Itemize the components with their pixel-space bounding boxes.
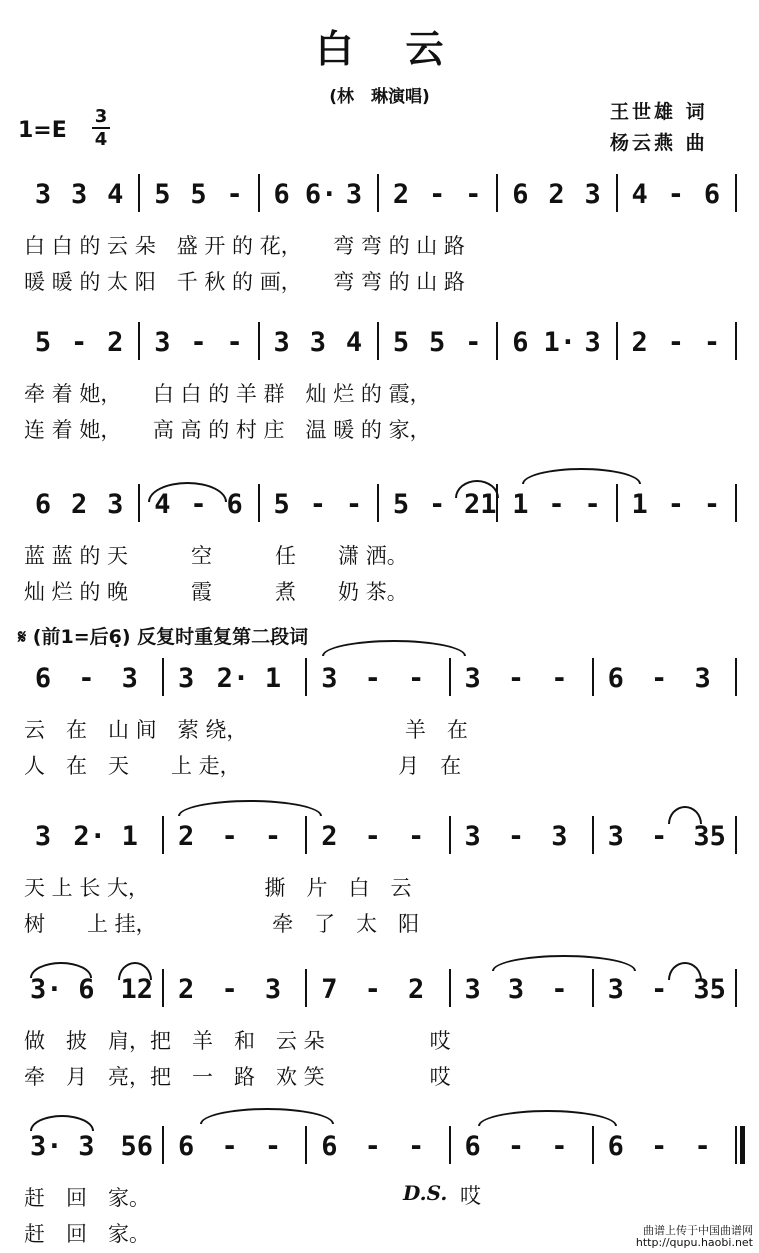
note: 6 — [321, 1131, 338, 1162]
note: 4 — [107, 179, 124, 210]
note: 1 — [121, 821, 138, 852]
note: 3· — [30, 974, 63, 1005]
note: 5 — [154, 179, 171, 210]
lyric-verse-2: 赶 回 家。 — [24, 1222, 150, 1246]
note: - — [667, 179, 684, 210]
note: 12 — [120, 974, 154, 1005]
note: 1 — [264, 663, 282, 694]
note: - — [651, 821, 668, 852]
note: 3 — [464, 821, 481, 852]
note: 6 — [512, 327, 529, 358]
barline — [377, 174, 379, 212]
barline — [592, 969, 594, 1007]
note: 2 — [321, 821, 338, 852]
note: - — [507, 663, 525, 694]
note: 5 — [273, 489, 290, 520]
note: 4 — [631, 179, 648, 210]
barline — [592, 816, 594, 854]
note: - — [221, 821, 238, 852]
note: 3 — [345, 179, 363, 210]
note: 3 — [309, 327, 326, 358]
barline — [449, 1126, 451, 1164]
note: - — [226, 327, 243, 358]
note: 6 — [273, 179, 290, 210]
barline — [305, 969, 307, 1007]
note: 5 — [34, 327, 52, 358]
note: 5 — [392, 489, 410, 520]
note: 3 — [464, 663, 481, 694]
note: 35 — [693, 821, 726, 852]
note: 5 — [429, 327, 446, 358]
lyric-verse-1: 做 披 肩，把 羊 和 云 朵 哎 — [24, 1029, 451, 1053]
tie-arc — [492, 955, 636, 971]
note: 2· — [73, 821, 106, 852]
note: 6 — [226, 489, 243, 520]
note: - — [694, 1131, 711, 1162]
note: 21 — [464, 489, 497, 520]
note: - — [408, 821, 425, 852]
barline — [138, 322, 140, 360]
lyric-verse-2: 暖 暖 的 太 阳 千 秋 的 画， 弯 弯 的 山 路 — [24, 270, 465, 294]
lyric-verse-2: 树 上 挂， 牵 了 太 阳 — [24, 912, 420, 936]
note: - — [364, 663, 381, 694]
note: 6· — [304, 179, 338, 210]
barline — [735, 1126, 737, 1164]
tie-arc — [148, 482, 227, 502]
note: 3 — [34, 821, 52, 852]
note: 6 — [34, 489, 52, 520]
barline — [138, 484, 140, 522]
note: 3 — [551, 821, 568, 852]
note: 7 — [321, 974, 338, 1005]
note: 56 — [120, 1131, 154, 1162]
note: 3· — [30, 1131, 63, 1162]
barline — [377, 484, 379, 522]
barline — [735, 969, 737, 1007]
note: - — [507, 821, 525, 852]
barline — [616, 484, 618, 522]
tie-arc — [668, 962, 702, 980]
note: - — [551, 974, 568, 1005]
note: - — [408, 663, 425, 694]
note: 4 — [154, 489, 171, 520]
note: - — [667, 327, 684, 358]
ds-marker: D.S. — [403, 1181, 448, 1205]
key-signature: 1=E — [18, 118, 67, 143]
note: 6 — [607, 663, 624, 694]
ds-lyric: 哎 — [460, 1184, 481, 1208]
note: - — [364, 1131, 381, 1162]
performer-credit: (林 琳演唱) — [329, 87, 430, 107]
note: 2 — [392, 179, 410, 210]
barline — [735, 322, 737, 360]
barline — [496, 322, 498, 360]
tie-arc — [668, 806, 702, 824]
barline — [162, 969, 164, 1007]
note: 6 — [607, 1131, 624, 1162]
note: 3 — [34, 179, 52, 210]
lyric-verse-2: 连 着 她， 高 高 的 村 庄 温 暖 的 家， — [24, 418, 431, 442]
note: - — [651, 1131, 668, 1162]
note: - — [345, 489, 363, 520]
note: - — [364, 974, 381, 1005]
tie-arc — [322, 640, 466, 656]
lyric-verse-1: 云 在 山 间 萦 绕， 羊 在 — [24, 718, 468, 742]
note: 4 — [345, 327, 363, 358]
note: - — [667, 489, 684, 520]
note: 5 — [190, 179, 207, 210]
note: - — [703, 489, 721, 520]
barline — [735, 658, 737, 696]
note: - — [221, 1131, 238, 1162]
lyric-verse-1: 蓝 蓝 的 天 空 任 潇 洒。 — [24, 544, 408, 568]
note: 3 — [178, 663, 195, 694]
tie-arc — [118, 962, 152, 980]
tie-arc — [200, 1108, 334, 1124]
note: 1· — [543, 327, 576, 358]
note: - — [364, 821, 381, 852]
note: 3 — [273, 327, 290, 358]
repeat-instruction: 𝄋 (前1=后6̣) 反复时重复第二段词 — [18, 626, 309, 648]
note: 3 — [154, 327, 171, 358]
barline — [449, 816, 451, 854]
note: 2· — [216, 663, 250, 694]
barline — [162, 658, 164, 696]
note: - — [71, 327, 88, 358]
note: - — [551, 663, 568, 694]
note: - — [584, 489, 601, 520]
lyric-verse-1: 天 上 长 大， 撕 片 白 云 — [24, 876, 412, 900]
watermark: 曲谱上传于中国曲谱网 http://qupu.haobi.net — [635, 1224, 753, 1249]
note: 3 — [107, 489, 124, 520]
final-barline — [740, 1126, 745, 1164]
note: - — [651, 663, 668, 694]
time-signature-top: 3 — [94, 106, 108, 127]
barline — [735, 484, 737, 522]
barline — [449, 969, 451, 1007]
lyric-verse-2: 灿 烂 的 晚 霞 煮 奶 茶。 — [24, 580, 408, 604]
barline — [258, 322, 260, 360]
lyric-verse-1: 赶 回 家。 — [24, 1186, 150, 1210]
note: 2 — [178, 974, 195, 1005]
note: 35 — [693, 974, 726, 1005]
barline — [616, 174, 618, 212]
note: 2 — [71, 489, 88, 520]
tie-arc — [478, 1110, 617, 1126]
note: - — [551, 1131, 568, 1162]
note: - — [703, 327, 721, 358]
note: 3 — [607, 821, 624, 852]
note: 6 — [512, 179, 529, 210]
note: 6 — [464, 1131, 481, 1162]
lyric-verse-2: 牵 月 亮，把 一 路 欢 笑 哎 — [24, 1065, 451, 1089]
note: 1 — [512, 489, 529, 520]
note: 1 — [631, 489, 648, 520]
tie-arc — [522, 468, 641, 484]
note: 3 — [584, 327, 601, 358]
barline — [592, 658, 594, 696]
note: - — [264, 1131, 282, 1162]
note: - — [408, 1131, 425, 1162]
note: 6 — [78, 974, 95, 1005]
barline — [735, 174, 737, 212]
note: - — [226, 179, 243, 210]
composer-credit: 杨云燕 曲 — [610, 132, 708, 154]
time-signature — [92, 106, 110, 150]
note: 3 — [78, 1131, 95, 1162]
note: 2 — [631, 327, 648, 358]
tie-arc — [30, 1115, 94, 1131]
note: 6 — [703, 179, 721, 210]
note: - — [507, 1131, 525, 1162]
barline — [305, 816, 307, 854]
time-signature-bottom: 4 — [92, 127, 110, 150]
barline — [496, 174, 498, 212]
note: 3 — [607, 974, 624, 1005]
note: 3 — [71, 179, 88, 210]
note: 2 — [548, 179, 565, 210]
barline — [258, 484, 260, 522]
note: - — [190, 327, 207, 358]
lyric-verse-2: 人 在 天 上 走， 月 在 — [24, 754, 462, 778]
barline — [377, 322, 379, 360]
barline — [616, 322, 618, 360]
note: - — [264, 821, 282, 852]
note: - — [465, 327, 482, 358]
note: 2 — [107, 327, 124, 358]
note: 3 — [584, 179, 601, 210]
barline — [449, 658, 451, 696]
tie-arc — [178, 800, 322, 816]
note: - — [221, 974, 238, 1005]
barline — [735, 816, 737, 854]
note: - — [548, 489, 565, 520]
note: 3 — [464, 974, 481, 1005]
note: 6 — [178, 1131, 195, 1162]
note: 6 — [34, 663, 52, 694]
note: - — [429, 179, 446, 210]
tie-arc — [30, 962, 92, 978]
note: 3 — [121, 663, 138, 694]
note: 3 — [507, 974, 525, 1005]
barline — [162, 816, 164, 854]
barline — [258, 174, 260, 212]
note: - — [78, 663, 95, 694]
note: - — [190, 489, 207, 520]
tie-arc — [455, 480, 499, 498]
song-title: 白云 — [315, 27, 496, 71]
note: 5 — [392, 327, 410, 358]
note: 3 — [694, 663, 711, 694]
note: 2 — [178, 821, 195, 852]
note: - — [429, 489, 446, 520]
barline — [305, 1126, 307, 1164]
note: 3 — [321, 663, 338, 694]
note: - — [309, 489, 326, 520]
note: - — [651, 974, 668, 1005]
barline — [592, 1126, 594, 1164]
note: 3 — [264, 974, 282, 1005]
barline — [162, 1126, 164, 1164]
note: 2 — [408, 974, 425, 1005]
barline — [138, 174, 140, 212]
lyric-verse-1: 牵 着 她， 白 白 的 羊 群 灿 烂 的 霞， — [24, 382, 431, 406]
lyricist-credit: 王世雄 词 — [610, 101, 708, 123]
lyric-verse-1: 白 白 的 云 朵 盛 开 的 花， 弯 弯 的 山 路 — [24, 234, 465, 258]
barline — [305, 658, 307, 696]
note: - — [465, 179, 482, 210]
